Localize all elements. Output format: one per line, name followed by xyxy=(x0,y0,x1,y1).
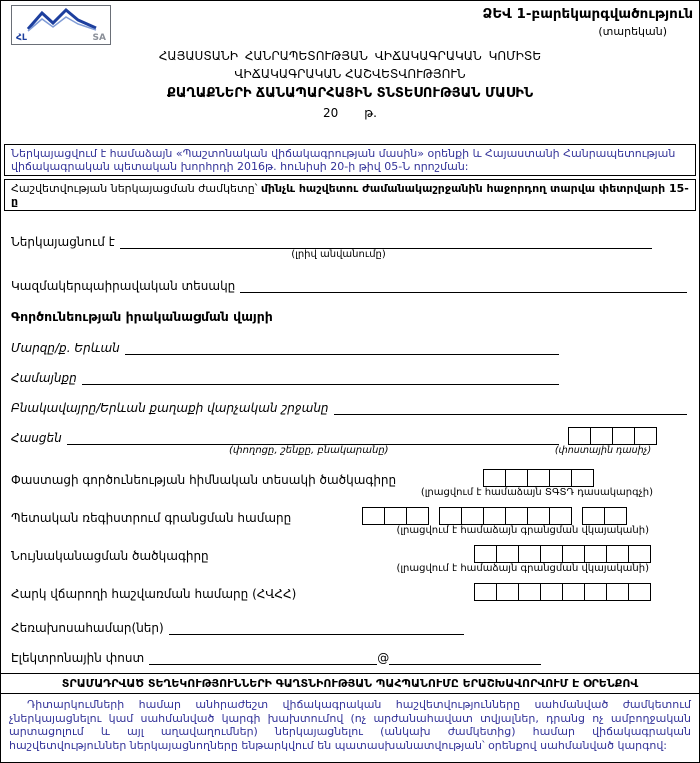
address-row xyxy=(11,427,689,445)
logo-text-right: SA xyxy=(92,33,106,43)
postal-code-boxes xyxy=(568,427,657,445)
document-header xyxy=(1,49,699,120)
at-sign: @ xyxy=(377,651,390,665)
address-label: Հասցեն xyxy=(11,431,62,445)
email-local-input-line[interactable] xyxy=(149,649,377,665)
id-code-boxes xyxy=(474,545,651,563)
presented-by-input-line[interactable] xyxy=(120,233,652,249)
address-input-line[interactable] xyxy=(67,429,559,445)
deadline-date: մինչև հաշվետու ժամանակաշրջանին հաջորդող տարվա փետրվարի 15-ը xyxy=(11,182,689,208)
id-code-hint: (լրացվում է համաձայն գրանցման վկայականի) xyxy=(396,563,649,574)
report-type: ՎԻՃԱԿԱԳՐԱԿԱՆ ՀԱՇՎԵՏՎՈՒԹՅՈՒՆ xyxy=(234,67,466,81)
liability-footer: Դիտարկումների համար անհրաժեշտ վիճակագրական հաշվետվությունները սահմանված ժամկետում չներկայացնելու կամ սահմանված կարգի խախտումով (ոչ արժանահավատ տվյալներ, դրանց ոչ ամբողջական արտացոլում և այլ աղավաղումներ) ներկայացնելու (անկախ ժամկետից) համար վիճակագրական հաշվետվություններ ներկայացնողները ենթարկվում են պատասխանատվության՝ օրենքով սահմանված կարգով: xyxy=(9,698,691,752)
top-band xyxy=(1,1,699,47)
code-box-group xyxy=(439,507,572,525)
report-title: ՔԱՂԱՔՆԵՐԻ ՃԱՆԱՊԱՐՀԱՅԻՆ ՏՆՏԵՍՈՒԹՅԱՆ ՄԱՍԻՆ xyxy=(166,86,534,101)
settlement-input-line[interactable] xyxy=(334,399,687,415)
code-box-group xyxy=(582,507,627,525)
legal-basis-box: Ներկայացվում է համաձայն «Պաշտոնական վիճակագրության մասին» օրենքի և Հայաստանի Հանրապետության վիճակագրական պետական խորհրդի 2016թ. հունիսի 20-ի թիվ 05-Ն որոշման: xyxy=(4,144,696,176)
armstat-logo xyxy=(11,5,111,45)
address-hint-row xyxy=(11,445,689,459)
code-box-cell[interactable] xyxy=(505,507,528,525)
form-code-block xyxy=(482,6,693,38)
phone-input-line[interactable] xyxy=(169,619,464,635)
code-box-cell[interactable] xyxy=(483,469,506,487)
region-input-line[interactable] xyxy=(125,339,559,355)
code-box-cell[interactable] xyxy=(571,469,594,487)
form-period: (տարեկան) xyxy=(598,25,667,38)
code-box-cell[interactable] xyxy=(496,545,519,563)
year-line xyxy=(1,106,699,120)
settlement-row xyxy=(11,397,689,415)
code-box-cell[interactable] xyxy=(606,545,629,563)
deadline-prefix: Հաշվետվության ներկայացման ժամկետը՝ xyxy=(11,182,258,195)
address-hint: (փողոցը, շենքը, բնակարանը) xyxy=(229,445,389,456)
code-box-cell[interactable] xyxy=(584,545,607,563)
tin-boxes xyxy=(474,583,651,601)
confidentiality-bar: ՏՐԱՄԱԴՐՎԱԾ ՏԵՂԵԿՈՒԹՅՈՒՆՆԵՐԻ ԳԱՂՏՆԻՈՒԹՅԱՆ ՊԱՀՊԱՆՈՒՄԸ ԵՐԱՇԽԱՎՈՐՎՈՒՄ Է ՕՐԵՆՔՈՎ xyxy=(1,673,699,694)
form-code: ՁԵՎ 1-բարեկարգվածություն xyxy=(482,6,693,22)
id-code-label: Նույնականացման ծածկագիրը xyxy=(11,549,209,563)
code-box-cell[interactable] xyxy=(590,427,613,445)
presented-by-label: Ներկայացնում է xyxy=(11,235,115,249)
code-box-cell[interactable] xyxy=(582,507,605,525)
code-box-cell[interactable] xyxy=(496,583,519,601)
logo-text-left: ՀԼ xyxy=(16,33,27,43)
org-type-label: Կազմակերպաիրավական տեսակը xyxy=(11,279,236,293)
postal-code-hint: (փոստային դասիչ) xyxy=(554,445,652,456)
code-box-cell[interactable] xyxy=(606,583,629,601)
code-box-cell[interactable] xyxy=(562,545,585,563)
org-type-input-line[interactable] xyxy=(240,277,687,293)
tin-row xyxy=(11,583,689,601)
code-box-cell[interactable] xyxy=(634,427,657,445)
code-box-cell[interactable] xyxy=(518,545,541,563)
region-label: Մարզը/ք. Երևան xyxy=(11,341,120,355)
tin-label: Հարկ վճարողի հաշվառման համարը (ՀՎՀՀ) xyxy=(11,587,297,601)
deadline-box xyxy=(4,179,696,211)
form-body xyxy=(1,231,699,665)
register-number-row xyxy=(11,507,689,525)
code-box-cell[interactable] xyxy=(604,507,627,525)
presented-by-hint: (լրիվ անվանումը) xyxy=(291,249,386,260)
email-domain-input-line[interactable] xyxy=(389,649,541,665)
register-number-label: Պետական ռեգիստրում գրանցման համարը xyxy=(11,511,292,525)
code-box-cell[interactable] xyxy=(474,545,497,563)
code-box-cell[interactable] xyxy=(584,583,607,601)
activity-code-hint: (լրացվում է համաձայն ՏԳՏԴ դասակարգչի) xyxy=(420,487,653,498)
id-code-row xyxy=(11,545,689,563)
community-input-line[interactable] xyxy=(82,369,559,385)
code-box-cell[interactable] xyxy=(628,545,651,563)
region-row xyxy=(11,337,689,355)
phone-label: Հեռախոսահամար(ներ) xyxy=(11,621,164,635)
email-label: Էլեկտրոնային փոստ xyxy=(11,651,145,665)
register-number-hint: (լրացվում է համաձայն գրանցման վկայականի) xyxy=(396,525,649,536)
code-box-cell[interactable] xyxy=(540,545,563,563)
code-box-group xyxy=(362,507,429,525)
presented-by-row xyxy=(11,231,689,249)
code-box-cell[interactable] xyxy=(505,469,528,487)
community-label: Համայնքը xyxy=(11,371,77,385)
code-box-cell[interactable] xyxy=(568,427,591,445)
committee-name: ՀԱՅԱՍՏԱՆԻ ՀԱՆՐԱՊԵՏՈՒԹՅԱՆ ՎԻՃԱԿԱԳՐԱԿԱՆ ԿՈՄԻՏԵ xyxy=(158,49,542,63)
code-box-cell[interactable] xyxy=(518,583,541,601)
register-number-boxes xyxy=(362,507,627,525)
code-box-cell[interactable] xyxy=(384,507,407,525)
code-box-cell[interactable] xyxy=(483,507,506,525)
activity-code-label: Փաստացի գործունեության հիմնական տեսակի ծածկագիրը xyxy=(11,473,397,487)
org-type-row xyxy=(11,275,689,293)
code-box-cell[interactable] xyxy=(527,507,550,525)
code-box-cell[interactable] xyxy=(527,469,550,487)
year-suffix: թ. xyxy=(364,106,377,120)
code-box-cell[interactable] xyxy=(628,583,651,601)
presented-by-hint-row xyxy=(11,249,689,263)
code-box-cell[interactable] xyxy=(439,507,462,525)
code-box-cell[interactable] xyxy=(540,583,563,601)
email-row xyxy=(11,647,689,665)
year-prefix: 20 xyxy=(323,106,339,120)
code-box-cell[interactable] xyxy=(474,583,497,601)
code-box-cell[interactable] xyxy=(461,507,484,525)
code-box-cell[interactable] xyxy=(406,507,429,525)
code-box-cell[interactable] xyxy=(549,507,572,525)
code-box-cell[interactable] xyxy=(362,507,385,525)
code-box-cell[interactable] xyxy=(612,427,635,445)
activity-code-boxes xyxy=(483,469,594,487)
community-row xyxy=(11,367,689,385)
mountain-chart-icon xyxy=(26,7,98,33)
code-box-cell[interactable] xyxy=(549,469,572,487)
activity-code-row xyxy=(11,469,689,487)
settlement-label: Բնակավայրը/Երևան քաղաքի վարչական շրջանը xyxy=(11,401,329,415)
phone-row xyxy=(11,617,689,635)
code-box-cell[interactable] xyxy=(562,583,585,601)
activity-location-heading: Գործունեության իրականացման վայրի xyxy=(11,309,273,324)
